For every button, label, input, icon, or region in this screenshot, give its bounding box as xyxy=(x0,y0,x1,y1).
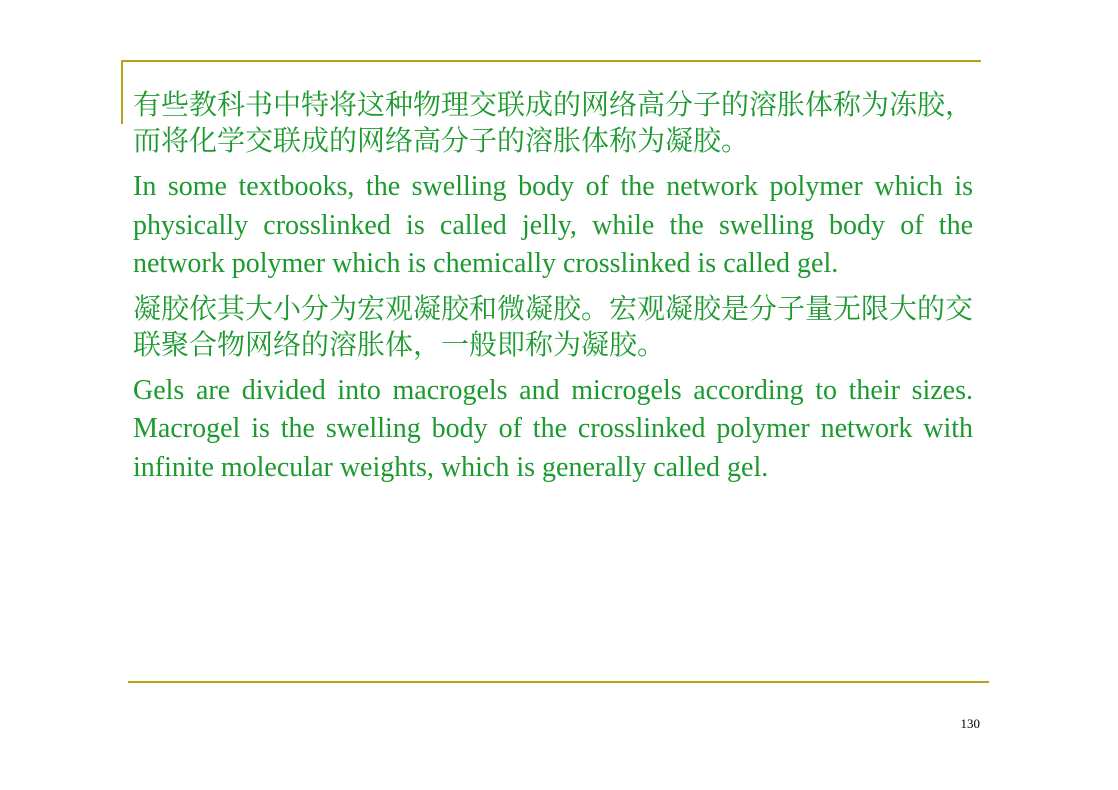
paragraph-english-2: Gels are divided into macrogels and microgels according to their sizes. Macrogel is the swelling body of the crosslinked polymer network with infinite molecular weights, which is generally called gel. xyxy=(133,374,973,483)
slide-body xyxy=(133,88,973,495)
paragraph-chinese-1: 有些教科书中特将这种物理交联成的网络高分子的溶胀体称为冻胶，而将化学交联成的网络高分子的溶胀体称为凝胶。 xyxy=(133,90,974,157)
top-rule xyxy=(121,60,981,62)
paragraph-english-1: In some textbooks, the swelling body of the network polymer which is physically crosslinked is called jelly, while the swelling body of the network polymer which is chemically crosslinked is called gel. xyxy=(133,171,973,279)
bottom-rule xyxy=(128,681,989,683)
paragraph-chinese-2: 凝胶依其大小分为宏观凝胶和微凝胶。宏观凝胶是分子量无限大的交联聚合物网络的溶胀体，一般即称为凝胶。 xyxy=(133,293,974,361)
page-number: 130 xyxy=(960,716,980,731)
left-rule xyxy=(121,60,123,124)
